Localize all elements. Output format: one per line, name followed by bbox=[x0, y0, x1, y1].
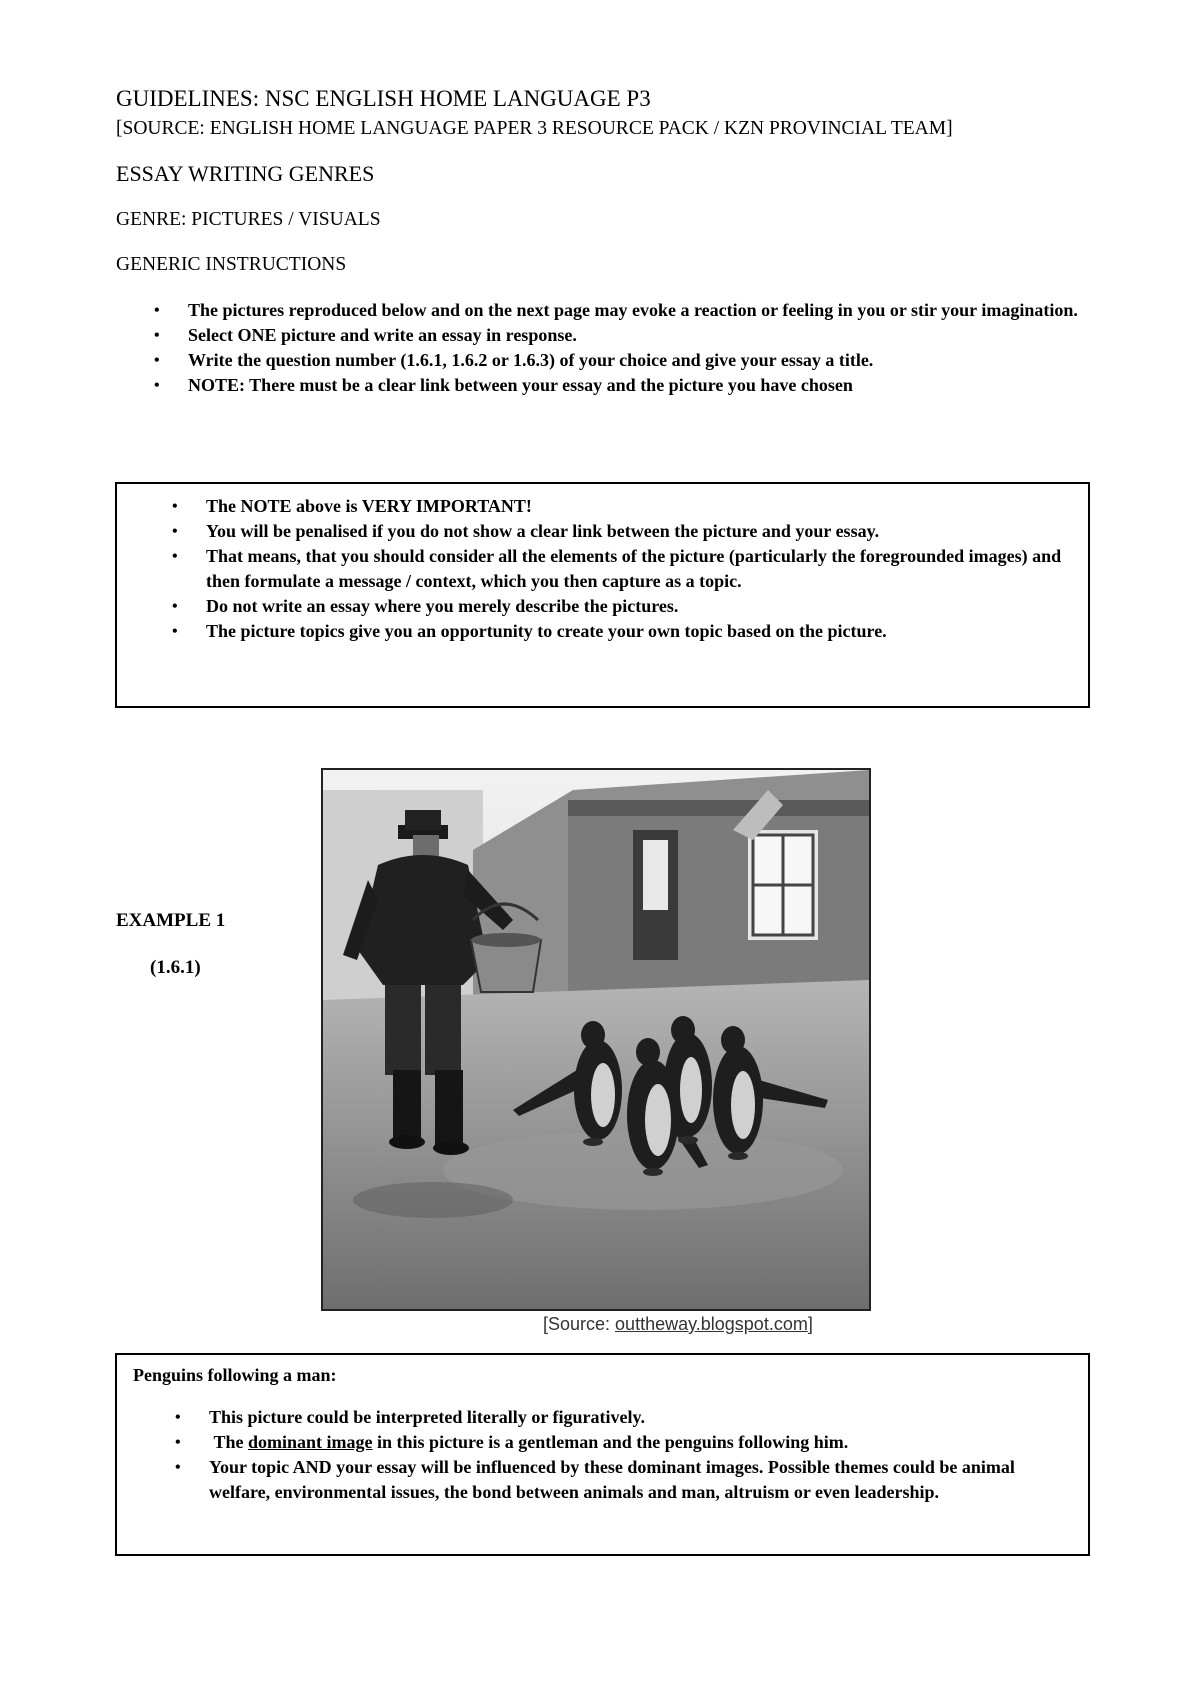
list-item bbox=[154, 298, 1093, 323]
list-item bbox=[175, 1455, 1075, 1505]
list-item-text: The NOTE above is VERY IMPORTANT! bbox=[206, 496, 532, 516]
list-item bbox=[154, 348, 1093, 373]
bullet-icon: • bbox=[154, 377, 160, 394]
list-item bbox=[154, 323, 1093, 348]
list-item-text: The bbox=[213, 1432, 249, 1452]
note-list bbox=[172, 494, 1066, 644]
source-suffix: ] bbox=[807, 1314, 813, 1334]
source-link[interactable]: outtheway.blogspot.com bbox=[615, 1314, 808, 1334]
list-item-text: Select ONE picture and write an essay in response. bbox=[188, 325, 577, 345]
underlined-phrase: dominant image bbox=[248, 1432, 373, 1452]
list-item-text: Do not write an essay where you merely describe the pictures. bbox=[206, 596, 679, 616]
list-item bbox=[172, 594, 1066, 619]
list-item-text: The picture topics give you an opportunity to create your own topic based on the picture. bbox=[206, 621, 887, 641]
bullet-icon: • bbox=[172, 598, 178, 615]
list-item bbox=[175, 1405, 1075, 1430]
list-item-text: That means, that you should consider all the elements of the picture (particularly the foregrounded images) and then formulate a message / context, which you then capture as a topic. bbox=[206, 546, 1062, 591]
bullet-icon: • bbox=[154, 302, 160, 319]
example-label: EXAMPLE 1 bbox=[116, 910, 226, 931]
bullet-icon: • bbox=[172, 498, 178, 515]
source-prefix: [Source: bbox=[543, 1314, 616, 1334]
instructions-list bbox=[154, 298, 1093, 398]
source-line: [SOURCE: ENGLISH HOME LANGUAGE PAPER 3 RESOURCE PACK / KZN PROVINCIAL TEAM] bbox=[116, 118, 953, 139]
list-item-text: Your topic AND your essay will be influenced by these dominant images. Possible themes could be animal welfare, environmental issues, the bond between animals and man, altruism or even leadership. bbox=[209, 1457, 1015, 1502]
list-item-text: This picture could be interpreted literally or figuratively. bbox=[209, 1407, 645, 1427]
bullet-icon: • bbox=[172, 623, 178, 640]
list-item-text: You will be penalised if you do not show a clear link between the picture and your essay. bbox=[206, 521, 880, 541]
section-title: ESSAY WRITING GENRES bbox=[116, 161, 375, 186]
list-item bbox=[172, 519, 1066, 544]
bullet-icon: • bbox=[172, 548, 178, 565]
list-item bbox=[154, 373, 1093, 398]
example-notes-box bbox=[115, 1353, 1090, 1556]
bullet-icon: • bbox=[175, 1409, 181, 1426]
example-notes-list bbox=[175, 1405, 1075, 1505]
list-item bbox=[172, 544, 1066, 594]
bullet-icon: • bbox=[175, 1434, 181, 1451]
list-item-text: NOTE: There must be a clear link between your essay and the picture you have chosen bbox=[188, 375, 853, 395]
genre-heading: GENRE: PICTURES / VISUALS bbox=[116, 209, 381, 230]
list-item-text: in this picture is a gentleman and the penguins following him. bbox=[372, 1432, 849, 1452]
list-item bbox=[172, 619, 1066, 644]
list-item bbox=[172, 494, 1066, 519]
list-item-text: The pictures reproduced below and on the next page may evoke a reaction or feeling in you or stir your imagination. bbox=[188, 300, 1078, 320]
bullet-icon: • bbox=[154, 327, 160, 344]
document-title: GUIDELINES: NSC ENGLISH HOME LANGUAGE P3 bbox=[116, 86, 651, 111]
bullet-icon: • bbox=[154, 352, 160, 369]
note-box bbox=[115, 482, 1090, 708]
list-item bbox=[175, 1430, 1075, 1455]
example-notes-title: Penguins following a man: bbox=[133, 1365, 337, 1385]
example-number: (1.6.1) bbox=[150, 957, 201, 978]
bullet-icon: • bbox=[172, 523, 178, 540]
penguins-photo bbox=[321, 768, 871, 1311]
image-source-caption bbox=[543, 1314, 813, 1335]
bullet-icon: • bbox=[175, 1459, 181, 1476]
instructions-heading: GENERIC INSTRUCTIONS bbox=[116, 254, 347, 275]
list-item-text: Write the question number (1.6.1, 1.6.2 or 1.6.3) of your choice and give your essay a title. bbox=[188, 350, 874, 370]
